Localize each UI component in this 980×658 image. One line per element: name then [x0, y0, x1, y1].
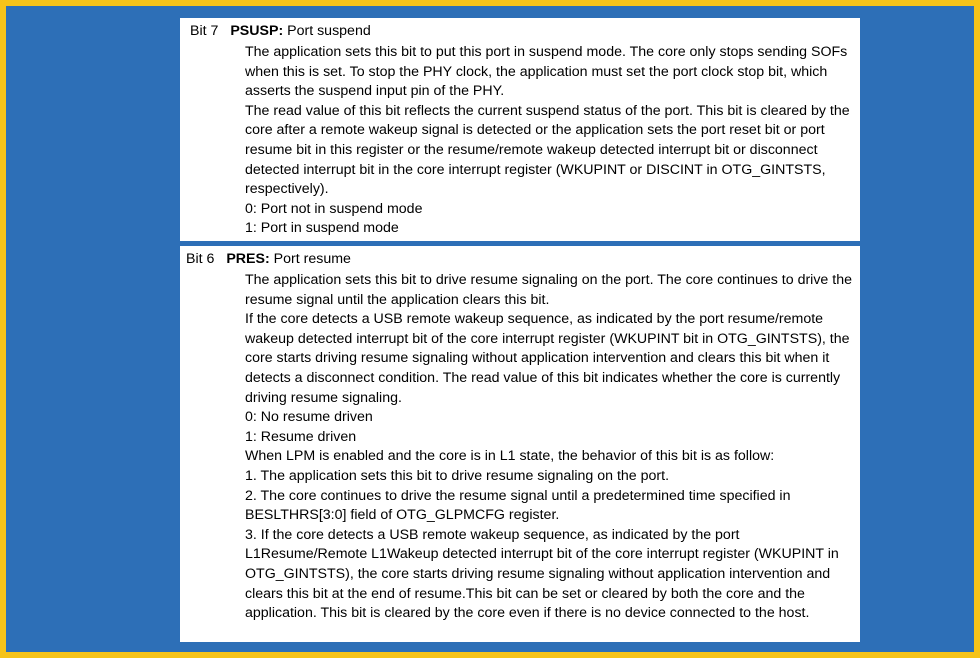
- value-option: 0: No resume driven: [245, 409, 373, 426]
- paragraph: The application sets this bit to drive resume signaling on the port. The core continues to drive the resume signal until the application clears this bit.: [245, 272, 852, 308]
- bit-description: [245, 271, 855, 624]
- list-item: 2. The core continues to drive the resume signal until a predetermined time specified in BESLTHRS[3:0] field of OTG_GLPMCFG register.: [245, 487, 791, 524]
- list-item: 1. The application sets this bit to drive resume signaling on the port.: [245, 467, 670, 484]
- bit-title: Port resume: [273, 251, 351, 267]
- bit-number: Bit 6: [186, 251, 215, 267]
- list-item: 3. If the core detects a USB remote wakeup sequence, as indicated by the port L1Resume/Remote L1Wakeup detected interrupt bit of the core interrupt register (WKUPINT in OTG_GINTSTS), the core starts driving resume signaling without application intervention and clears this bit at the end of resume.This bit can be set or cleared by both the core and the application. This bit is cleared by the core even if there is no device connected to the host.: [245, 526, 839, 622]
- value-option: 1: Port in suspend mode: [245, 220, 399, 237]
- bit-field-pres: [180, 246, 860, 642]
- paragraph: The read value of this bit reflects the current suspend status of the port. This bit is cleared by the core after a remote wakeup signal is detected or the application sets the port reset bit or port resume bit in this register or the resume/remote wakeup detected interrupt bit or disconnect detected interrupt bit in the core interrupt register (WKUPINT or DISCINT in OTG_GINTSTS, respectively).: [245, 102, 850, 198]
- bit-field-psusp: [180, 18, 860, 241]
- paragraph: The application sets this bit to put this port in suspend mode. The core only stops sending SOFs when this is set. To stop the PHY clock, the application must set the port clock stop bit, which asserts the suspend input pin of the PHY.: [245, 44, 848, 100]
- bit-number: Bit 7: [190, 23, 219, 39]
- register-description: [180, 18, 860, 642]
- bit-heading: [190, 22, 371, 42]
- value-option: 0: Port not in suspend mode: [245, 200, 423, 217]
- bit-heading: [186, 250, 351, 270]
- paragraph: When LPM is enabled and the core is in L1 state, the behavior of this bit is as follow:: [245, 448, 775, 465]
- bit-title: Port suspend: [287, 23, 371, 39]
- bit-name: PSUSP:: [230, 23, 284, 39]
- paragraph: If the core detects a USB remote wakeup sequence, as indicated by the port resume/remote wakeup detected interrupt bit of the core interrupt register (WKUPINT bit in OTG_GINTSTS), the core starts driving resume signaling without application intervention and clears this bit when it detects a disconnect condition. The read value of this bit indicates whether the core is currently driving resume signaling.: [245, 311, 850, 406]
- bit-description: [245, 43, 855, 239]
- bit-name: PRES:: [226, 251, 270, 267]
- value-option: 1: Resume driven: [245, 428, 357, 445]
